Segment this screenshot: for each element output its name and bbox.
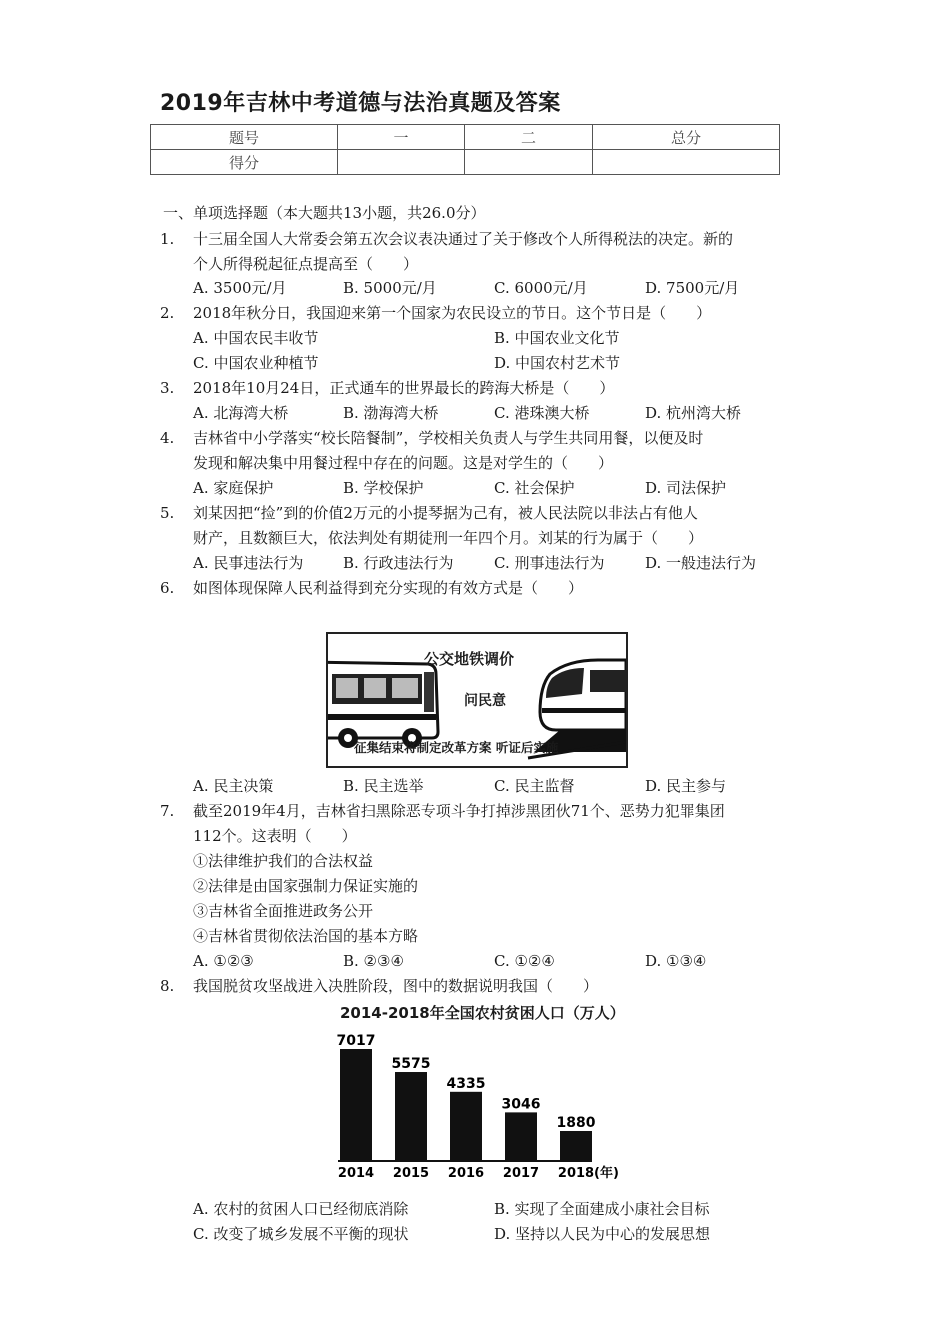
chart-data-label: 7017 [336, 1033, 376, 1049]
option-b: B. 实现了全面建成小康社会目标 [494, 1200, 710, 1218]
chart-bar [505, 1112, 537, 1161]
statement-4: ④吉林省贯彻依法治国的基本方略 [193, 927, 419, 945]
option-c: C. 社会保护 [494, 479, 575, 497]
option-b: B. 行政违法行为 [343, 554, 454, 572]
option-c: C. 6000元/月 [494, 279, 588, 297]
question-text: 吉林省中小学落实“校长陪餐制”，学校相关负责人与学生共同用餐，以便及时 [193, 429, 704, 447]
chart-data-label: 4335 [446, 1075, 486, 1092]
option-d: D. ①③④ [645, 952, 707, 970]
statement-2: ②法律是由国家强制力保证实施的 [193, 877, 419, 895]
score-cell [338, 150, 465, 175]
question-number: 1. [160, 230, 175, 248]
chart-tick-label: 2016 [447, 1166, 485, 1181]
option-a: A. 民事违法行为 [193, 554, 304, 572]
chart-x-unit: (年) [594, 1166, 619, 1181]
question-text: 2018年10月24日，正式通车的世界最长的跨海大桥是（ ） [193, 379, 615, 397]
chart-bar [395, 1072, 427, 1161]
option-c: C. 港珠澳大桥 [494, 404, 590, 422]
chart-bar [450, 1092, 482, 1161]
option-a: A. 民主决策 [193, 777, 274, 795]
fare-hearing-figure [326, 632, 628, 768]
chart-bar [340, 1049, 372, 1161]
question-number: 4. [160, 429, 175, 447]
option-a: A. 农村的贫困人口已经彻底消除 [193, 1200, 409, 1218]
option-b: B. 民主选举 [343, 777, 424, 795]
question-text: 112个。这表明（ ） [193, 827, 357, 845]
score-header-cell: 二 [465, 125, 593, 150]
question-text: 刘某因把“捡”到的价值2万元的小提琴据为己有，被人民法院以非法占有他人 [193, 504, 698, 522]
option-d: D. 7500元/月 [645, 279, 740, 297]
option-b: B. ②③④ [343, 952, 404, 970]
question-text: 十三届全国人大常委会第五次会议表决通过了关于修改个人所得税法的决定。新的 [193, 230, 734, 248]
score-cell [593, 150, 780, 175]
option-d: D. 司法保护 [645, 479, 727, 497]
option-c: C. 中国农业种植节 [193, 354, 319, 372]
question-text: 我国脱贫攻坚战进入决胜阶段，图中的数据说明我国（ ） [193, 977, 599, 995]
chart-bar [560, 1131, 592, 1161]
score-header-cell: 题号 [151, 125, 338, 150]
score-header-cell: 总分 [593, 125, 780, 150]
option-b: B. 5000元/月 [343, 279, 437, 297]
option-a: A. 中国农民丰收节 [193, 329, 319, 347]
option-d: D. 中国农村艺术节 [494, 354, 621, 372]
section-heading: 一、单项选择题（本大题共13小题，共26.0分） [163, 204, 486, 222]
chart-data-label: 1880 [556, 1114, 596, 1131]
score-table [150, 124, 780, 175]
option-d: D. 一般违法行为 [645, 554, 757, 572]
question-text: 截至2019年4月，吉林省扫黑除恶专项斗争打掉涉黑团伙71个、恶势力犯罪集团 [193, 802, 725, 820]
option-b: B. 学校保护 [343, 479, 424, 497]
question-text: 发现和解决集中用餐过程中存在的问题。这是对学生的（ ） [193, 454, 614, 472]
option-a: A. 北海湾大桥 [193, 404, 289, 422]
option-c: C. ①②④ [494, 952, 555, 970]
option-d: D. 坚持以人民为中心的发展思想 [494, 1225, 711, 1243]
chart-data-label: 5575 [391, 1056, 431, 1073]
question-number: 7. [160, 802, 175, 820]
question-number: 5. [160, 504, 175, 522]
score-row-label: 得分 [151, 150, 338, 175]
question-number: 8. [160, 977, 175, 995]
question-text: 个人所得税起征点提高至（ ） [193, 255, 419, 273]
option-c: C. 民主监督 [494, 777, 575, 795]
chart-tick-label: 2018 [557, 1166, 595, 1181]
option-b: B. 中国农业文化节 [494, 329, 620, 347]
question-number: 6. [160, 579, 175, 597]
question-text: 如图体现保障人民利益得到充分实现的有效方式是（ ） [193, 579, 584, 597]
page-title: 2019年吉林中考道德与法治真题及答案 [160, 91, 561, 116]
score-header-cell: 一 [338, 125, 465, 150]
figure-caption: 征集结束将制定改革方案 听证后实施 [354, 740, 559, 755]
option-d: D. 民主参与 [645, 777, 727, 795]
question-number: 3. [160, 379, 175, 397]
option-b: B. 渤海湾大桥 [343, 404, 439, 422]
chart-title: 2014-2018年全国农村贫困人口（万人） [340, 1004, 625, 1022]
statement-1: ①法律维护我们的合法权益 [193, 852, 374, 870]
figure-headline: 公交地铁调价 [424, 650, 515, 668]
bus-icon [328, 662, 438, 748]
option-a: A. 家庭保护 [193, 479, 274, 497]
statement-3: ③吉林省全面推进政务公开 [193, 902, 374, 920]
option-a: A. ①②③ [193, 952, 254, 970]
chart-data-label: 3046 [501, 1096, 541, 1113]
question-number: 2. [160, 304, 175, 322]
figure-middle-text: 问民意 [464, 693, 506, 709]
score-cell [465, 150, 593, 175]
option-a: A. 3500元/月 [193, 279, 287, 297]
chart-tick-label: 2014 [337, 1166, 375, 1181]
chart-plot [330, 1000, 630, 1186]
chart-tick-label: 2017 [502, 1166, 540, 1181]
score-table-row [151, 150, 780, 175]
option-c: C. 改变了城乡发展不平衡的现状 [193, 1225, 409, 1243]
question-text: 2018年秋分日，我国迎来第一个国家为农民设立的节日。这个节日是（ ） [193, 304, 712, 322]
poverty-chart [330, 1000, 630, 1186]
chart-tick-label: 2015 [392, 1166, 430, 1181]
option-c: C. 刑事违法行为 [494, 554, 605, 572]
score-table-header-row [151, 125, 780, 150]
question-text: 财产，且数额巨大，依法判处有期徒刑一年四个月。刘某的行为属于（ ） [193, 529, 704, 547]
option-d: D. 杭州湾大桥 [645, 404, 742, 422]
